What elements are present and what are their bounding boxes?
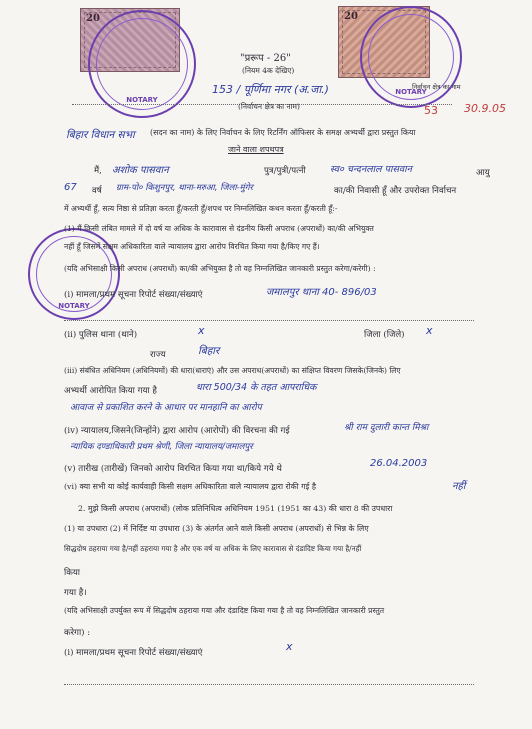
item-i-handwritten: जमालपुर थाना 40- 896/03 <box>266 287 377 298</box>
declaration-line-6: (यदि अभिसाक्षी किसी अपराध (अपराधों) का/की अभियुक्त है तो वह निम्नलिखित जानकारी प्रस्तुत करेगा/करेगी) : <box>64 264 376 273</box>
item-iv-label: (iv) न्यायालय,जिसने(जिन्होंने) द्वारा आरोप (आरोपों) की विरचना की गई <box>64 426 290 436</box>
item-iv-handwritten-1: श्री राम दुलारी कान्त मिश्रा <box>344 423 429 433</box>
item-iii-line-2: अभ्यर्थी आरोपित किया गया है <box>64 386 157 396</box>
constituency-caption: (निर्वाचन क्षेत्र का नाम) <box>238 102 300 111</box>
date-handwritten: 30.9.05 <box>464 102 506 115</box>
rule-reference: (नियम 4क देखिए) <box>242 66 295 75</box>
years-label: वर्ष <box>92 186 102 196</box>
para-3-line-2: करेगा) : <box>64 628 91 638</box>
final-item-label: (i) मामला/प्रथम सूचना रिपोर्ट संख्या/संख्याएं <box>64 648 203 658</box>
constituency-handwritten: 153 / पूर्णिमा नगर (अ.जा.) <box>212 83 329 96</box>
declaration-line-3: में अभ्यर्थी हूँ, सत्य निष्ठा से प्रतिज्ञा करता हूँ/करती हूँ/शपथ पर निम्नलिखित कथन करता हूँ/करती हूँ:- <box>64 204 338 213</box>
item-ii-handwritten: x <box>198 324 205 337</box>
item-i-dotted-line <box>64 306 474 325</box>
notary-seal-word-right: NOTARY <box>395 88 427 96</box>
district-handwritten: x <box>426 324 433 337</box>
final-dotted-line <box>64 670 474 689</box>
item-iii-handwritten-1: धारा 500/34 के तहत आपराधिक <box>196 382 317 393</box>
item-v-handwritten: 26.04.2003 <box>370 458 428 469</box>
declarant-prefix: मैं, <box>94 166 102 176</box>
relation-label: पुत्र/पुत्री/पत्नी <box>264 166 306 176</box>
declarant-name-handwritten: अशोक पासवान <box>112 165 169 176</box>
stamp-left-value: 20 <box>86 13 100 24</box>
item-iv-handwritten-2: न्यायिक दण्डाधिकारी प्रथम श्रेणी, जिला न्यायालय/जमालपुर <box>70 442 253 452</box>
age-label: आयु <box>476 168 490 178</box>
right-caption: निर्वाचन क्षेत्र का नाम <box>412 83 461 91</box>
final-item-handwritten: x <box>286 640 293 653</box>
item-iii-label: (iii) संबंधित अधिनियम (अधिनियमों) की धारा(धाराएं) और उस अपराध(अपराधों) का संक्षिप्त विवरण जिसके(जिनके) लिए <box>64 366 401 375</box>
declaration-line-5: नहीं हूँ जिसमें सक्षम अधिकारिता वाले न्यायालय द्वारा आरोप विरचित किया गया है/किए गए हैं। <box>64 242 320 251</box>
para-2-line-3: सिद्धदोष ठहराया गया है/नहीं ठहराया गया है और एक वर्ष या अधिक के लिए कारावास से दंडादिष्ट किया गया है/नहीं <box>64 544 362 553</box>
para-2-line-5: गया है। <box>64 588 87 598</box>
item-v-label: (v) तारीख (तारीखें) जिनको आरोप विरचित किया गया था/किये गये थे <box>64 464 282 474</box>
para-2-line-2: (1) या उपधारा (2) में निर्दिष्ट या उपधारा (3) के अंतर्गत आने वाले किसी अपराध (अपराधों) से भिन्न के लिए <box>64 524 369 533</box>
intro-line-1: (सदन का नाम) के लिए निर्वाचन के लिए रिटर्निंग ऑफिसर के समक्ष अभ्यर्थी द्वारा प्रस्तुत किया <box>150 128 416 137</box>
item-vi-handwritten: नहीं <box>452 481 466 492</box>
para-2-line-1: 2. मुझे किसी अपराध (अपराधों) (लोक प्रतिनिधित्व अधिनियम 1951 (1951 का 43) की धारा 8 की उपधारा <box>78 504 393 513</box>
notary-side-seal-word: NOTARY <box>58 302 90 310</box>
notary-seal-word: NOTARY <box>126 96 158 104</box>
item-vi-label: (vi) क्या सभी या कोई कार्यवाही किसी सक्षम अधिकारिता वाले न्यायालय द्वारा रोकी गई है <box>64 482 316 491</box>
para-3-line-1: (यदि अभिसाक्षी उपर्युक्त रूप में सिद्धदोष ठहराया गया और दंडादिष्ट किया गया है तो वह निम्नलिखित जानकारी प्रस्तुत <box>64 606 385 615</box>
item-ii-label: (ii) पुलिस थाना (थाने) <box>64 330 138 340</box>
state-handwritten: बिहार <box>198 345 220 357</box>
para-2-line-4: किया <box>64 568 81 578</box>
serial-number-handwritten: 53 <box>424 104 438 117</box>
address-handwritten: ग्राम-पो० किशुनपुर, थाना-मरुआ, जिला-मुंगेर <box>116 183 253 193</box>
district-label: जिला (जिले) <box>364 330 405 340</box>
form-title: "प्ररूप - 26" <box>240 53 291 64</box>
item-iii-handwritten-2: आवाज से प्रकाशित करने के आधार पर मानहानि का आरोप <box>70 403 262 413</box>
father-name-handwritten: स्व० चन्दनलाल पासवान <box>330 164 412 175</box>
age-handwritten: 67 <box>64 182 77 193</box>
item-i-label: (i) मामला/प्रथम सूचना रिपोर्ट संख्या/संख्याएं <box>64 290 203 300</box>
state-label: राज्य <box>150 350 166 360</box>
house-name-handwritten: बिहार विधान सभा <box>66 129 135 141</box>
stamp-right-value: 20 <box>344 11 358 22</box>
declaration-line-4: (1) मैं किसी लंबित मामले में दो वर्ष या अधिक के कारावास से दंडनीय किसी अपराध (अपराधों) का/की अभियुक्त <box>64 224 374 233</box>
intro-line-2: जाने वाला शपथपत्र <box>228 145 284 154</box>
resident-label: का/की निवासी हूँ और उपरोक्त निर्वाचन <box>334 186 457 196</box>
